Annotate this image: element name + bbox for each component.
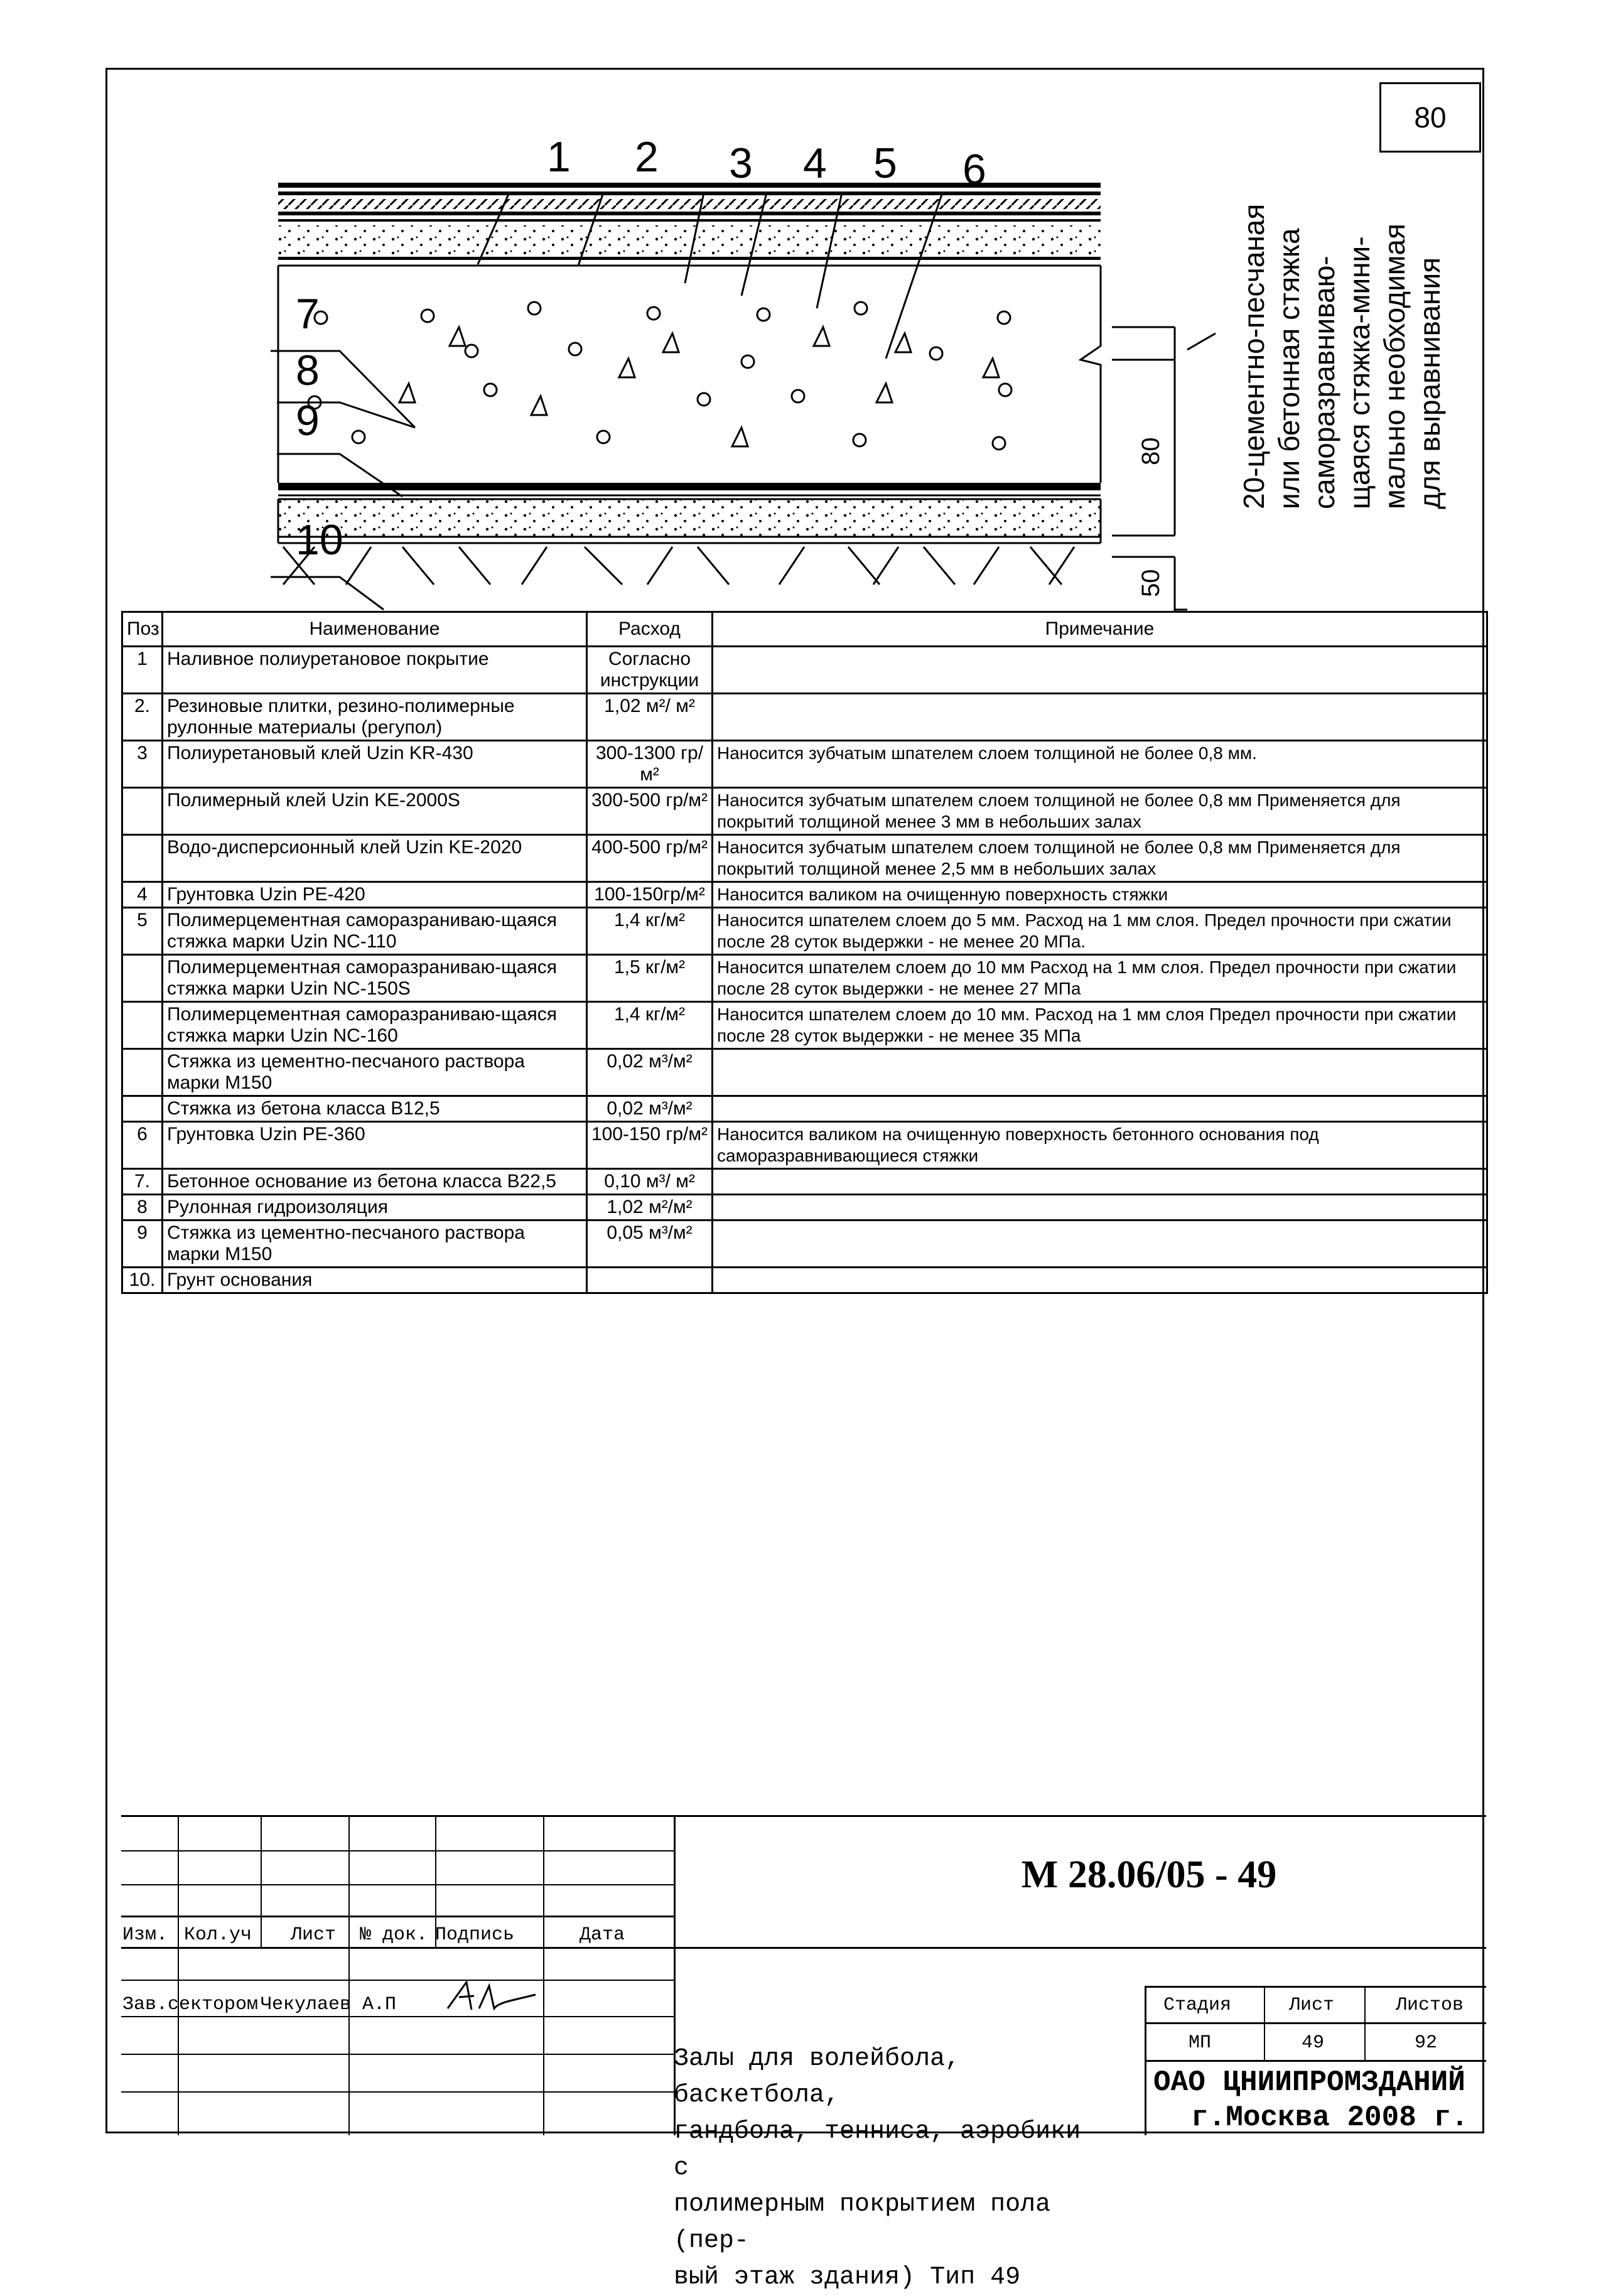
cell-pos: 7. — [122, 1169, 163, 1195]
title-line: полимерным покрытием пола (пер- — [674, 2191, 1051, 2255]
cell-note — [713, 694, 1487, 741]
layer-8-waterproofing — [278, 483, 1101, 490]
cell-pos: 5 — [122, 908, 163, 955]
stage-label: Стадия — [1163, 1995, 1232, 2016]
vertical-note-line: мально необходимая — [1378, 224, 1411, 509]
cell-pos: 6 — [122, 1122, 163, 1169]
layer-10-soil — [283, 547, 1074, 585]
cell-name: Рулонная гидроизоляция — [163, 1195, 587, 1221]
cell-note: Наносится валиком на очищенную поверхность бетонного основания под саморазравнивающиеся стяжки — [713, 1122, 1487, 1169]
cell-note — [713, 647, 1487, 694]
cell-name: Водо-дисперсионный клей Uzin KE-2020 — [163, 835, 587, 882]
cell-note: Наносится зубчатым шпателем слоем толщиной не более 0,8 мм Применяется для покрытий толщиной менее 2,5 мм в небольших залах — [713, 835, 1487, 882]
cell-rate: 300-1300 гр/м² — [587, 741, 713, 788]
pos-label-10: 10 — [296, 516, 343, 564]
cell-note: Наносится зубчатым шпателем слоем толщиной не более 0,8 мм. — [713, 741, 1487, 788]
cell-pos: 1 — [122, 647, 163, 694]
stage-value: МП — [1189, 2032, 1212, 2054]
pos-label-3: 3 — [729, 139, 753, 187]
table-row — [122, 694, 1487, 741]
cell-rate: 0,05 м³/м² — [587, 1221, 713, 1268]
table-row — [122, 1268, 1487, 1293]
title-block — [121, 1815, 1486, 2292]
dimension-80: 80 — [1137, 437, 1165, 465]
table-header-row — [122, 612, 1487, 647]
cell-name: Грунтовка Uzin PE-360 — [163, 1122, 587, 1169]
table-row — [122, 1221, 1487, 1268]
cell-pos — [122, 835, 163, 882]
cell-name: Полимерцементная саморазраниваю-щаяся стяжка марки Uzin NC-150S — [163, 955, 587, 1002]
signature — [441, 1977, 542, 2016]
table-row — [122, 835, 1487, 882]
cell-name: Грунт основания — [163, 1268, 587, 1293]
header-rate: Расход — [587, 612, 713, 647]
table-row — [122, 955, 1487, 1002]
title-line: вый этаж здания) Тип 49 — [674, 2263, 1021, 2292]
cell-note — [713, 1268, 1487, 1293]
pos-label-8: 8 — [296, 347, 320, 394]
cell-note — [713, 1096, 1487, 1122]
vertical-note — [1236, 132, 1447, 509]
cell-note: Наносится шпателем слоем до 10 мм. Расход на 1 мм слоя Предел прочности при сжатии после 28 суток выдержки - не менее 35 МПа — [713, 1002, 1487, 1049]
floor-section-drawing — [107, 70, 1482, 611]
pos-label-5: 5 — [873, 139, 897, 187]
cell-name: Бетонное основание из бетона класса В22,5 — [163, 1169, 587, 1195]
pos-label-9: 9 — [296, 397, 320, 445]
sheets-value: 92 — [1415, 2032, 1438, 2054]
cell-name: Грунтовка Uzin PE-420 — [163, 882, 587, 908]
table-row — [122, 1002, 1487, 1049]
table-row — [122, 1169, 1487, 1195]
pos-label-4: 4 — [803, 139, 827, 187]
cell-name: Стяжка из цементно-песчаного раствора марки М150 — [163, 1049, 587, 1096]
cell-pos — [122, 1049, 163, 1096]
cell-pos: 3 — [122, 741, 163, 788]
sheets-label: Листов — [1396, 1995, 1464, 2016]
table-row — [122, 788, 1487, 835]
cell-rate: 1,02 м²/ м² — [587, 694, 713, 741]
cell-rate: 300-500 гр/м² — [587, 788, 713, 835]
layer-3-glue — [278, 212, 1101, 215]
organization: ОАО ЦНИИПРОМЗДАНИЙ — [1153, 2066, 1465, 2099]
drawing-sheet — [105, 68, 1484, 2292]
cell-name: Резиновые плитки, резино-полимерные рулонные материалы (регупол) — [163, 694, 587, 741]
cell-pos: 10. — [122, 1268, 163, 1293]
sheet-corner-number: 80 — [1379, 82, 1481, 153]
cell-rate: 1,4 кг/м² — [587, 908, 713, 955]
col-kol: Кол.уч — [184, 1924, 252, 1946]
vertical-note-line: 20-цементно-песчаная — [1237, 203, 1270, 509]
organization-city-year: г.Москва 2008 г. — [1191, 2101, 1469, 2134]
cell-pos: 8 — [122, 1195, 163, 1221]
cell-note — [713, 1195, 1487, 1221]
table-row — [122, 1122, 1487, 1169]
title-line: Залы для волейбола, баскетбола, — [674, 2045, 961, 2110]
col-izm: Изм. — [122, 1924, 168, 1946]
title-line: гандбола, тенниса, аэробики с — [674, 2118, 1081, 2182]
col-doc: № док. — [360, 1924, 428, 1946]
cell-pos: 9 — [122, 1221, 163, 1268]
pos-label-1: 1 — [547, 133, 571, 181]
document-code: М 28.06/05 - 49 — [1021, 1853, 1277, 1896]
layer-9-sand-screed — [278, 499, 1101, 537]
cell-note — [713, 1169, 1487, 1195]
layer-4-primer — [278, 219, 1101, 222]
cell-name: Наливное полиуретановое покрытие — [163, 647, 587, 694]
cell-note — [713, 1221, 1487, 1268]
table-row — [122, 1049, 1487, 1096]
table-row — [122, 1096, 1487, 1122]
cell-name: Полиуретановый клей Uzin KR-430 — [163, 741, 587, 788]
vertical-note-line: для выравнивания — [1413, 257, 1446, 509]
table-row — [122, 741, 1487, 788]
header-name: Наименование — [163, 612, 587, 647]
vertical-note-line: щаяся стяжка-мини- — [1343, 236, 1376, 509]
layer-2-rubber — [278, 199, 1101, 209]
cell-rate: 0,02 м³/м² — [587, 1049, 713, 1096]
cell-rate: 0,10 м³/ м² — [587, 1169, 713, 1195]
cell-rate — [587, 1268, 713, 1293]
header-note: Примечание — [713, 612, 1487, 647]
pos-label-7: 7 — [296, 290, 320, 338]
layer-5-screed — [278, 225, 1101, 256]
cell-rate: 1,4 кг/м² — [587, 1002, 713, 1049]
col-list: Лист — [291, 1924, 337, 1946]
spec-table — [121, 611, 1488, 1294]
pos-label-6: 6 — [962, 146, 986, 193]
cell-rate: 100-150 гр/м² — [587, 1122, 713, 1169]
sheet-label: Лист — [1289, 1995, 1335, 2016]
floor-layers-svg — [107, 70, 1237, 611]
dimension-lines — [1112, 327, 1216, 611]
table-row — [122, 882, 1487, 908]
table-row — [122, 1195, 1487, 1221]
cell-pos: 4 — [122, 882, 163, 908]
cell-rate: 1,02 м²/м² — [587, 1195, 713, 1221]
col-date: Дата — [580, 1924, 625, 1946]
cell-pos — [122, 955, 163, 1002]
cell-pos — [122, 1002, 163, 1049]
person-name: Чекулаев А.П — [261, 1994, 397, 2015]
cell-pos — [122, 788, 163, 835]
cell-name: Полимерцементная саморазраниваю-щаяся стяжка марки Uzin NC-160 — [163, 1002, 587, 1049]
cell-rate: 0,02 м³/м² — [587, 1096, 713, 1122]
cell-name: Стяжка из цементно-песчаного раствора марки М150 — [163, 1221, 587, 1268]
table-row — [122, 647, 1487, 694]
vertical-note-line: или бетонная стяжка — [1273, 228, 1305, 509]
table-row — [122, 908, 1487, 955]
cell-note: Наносится шпателем слоем до 5 мм. Расход на 1 мм слоя. Предел прочности при сжатии после 28 суток выдержки - не менее 20 МПа. — [713, 908, 1487, 955]
cell-name: Полимерцементная саморазраниваю-щаяся стяжка марки Uzin NC-110 — [163, 908, 587, 955]
sheet-value: 49 — [1302, 2032, 1325, 2054]
cell-pos: 2. — [122, 694, 163, 741]
cell-name: Стяжка из бетона класса В12,5 — [163, 1096, 587, 1122]
cell-rate: 100-150гр/м² — [587, 882, 713, 908]
cell-note: Наносится зубчатым шпателем слоем толщиной не более 0,8 мм Применяется для покрытий толщиной менее 3 мм в небольших залах — [713, 788, 1487, 835]
drawing-title — [674, 2041, 1107, 2296]
vertical-note-line: саморазравниваю- — [1308, 256, 1340, 509]
dimension-50: 50 — [1137, 569, 1165, 597]
cell-pos — [122, 1096, 163, 1122]
cell-name: Полимерный клей Uzin KE-2000S — [163, 788, 587, 835]
role-label: Зав.сектором — [122, 1994, 259, 2015]
col-sign: Подпись — [435, 1924, 515, 1946]
pos-label-2: 2 — [635, 133, 659, 181]
cell-note: Наносится валиком на очищенную поверхность стяжки — [713, 882, 1487, 908]
cell-rate: Согласно инструкции — [587, 647, 713, 694]
cell-note: Наносится шпателем слоем до 10 мм Расход на 1 мм слоя. Предел прочности при сжатии после 28 суток выдержки - не менее 27 МПа — [713, 955, 1487, 1002]
header-pos: Поз — [122, 612, 163, 647]
layer-7-concrete — [278, 266, 1101, 483]
cell-rate: 400-500 гр/м² — [587, 835, 713, 882]
cell-note — [713, 1049, 1487, 1096]
cell-rate: 1,5 кг/м² — [587, 955, 713, 1002]
